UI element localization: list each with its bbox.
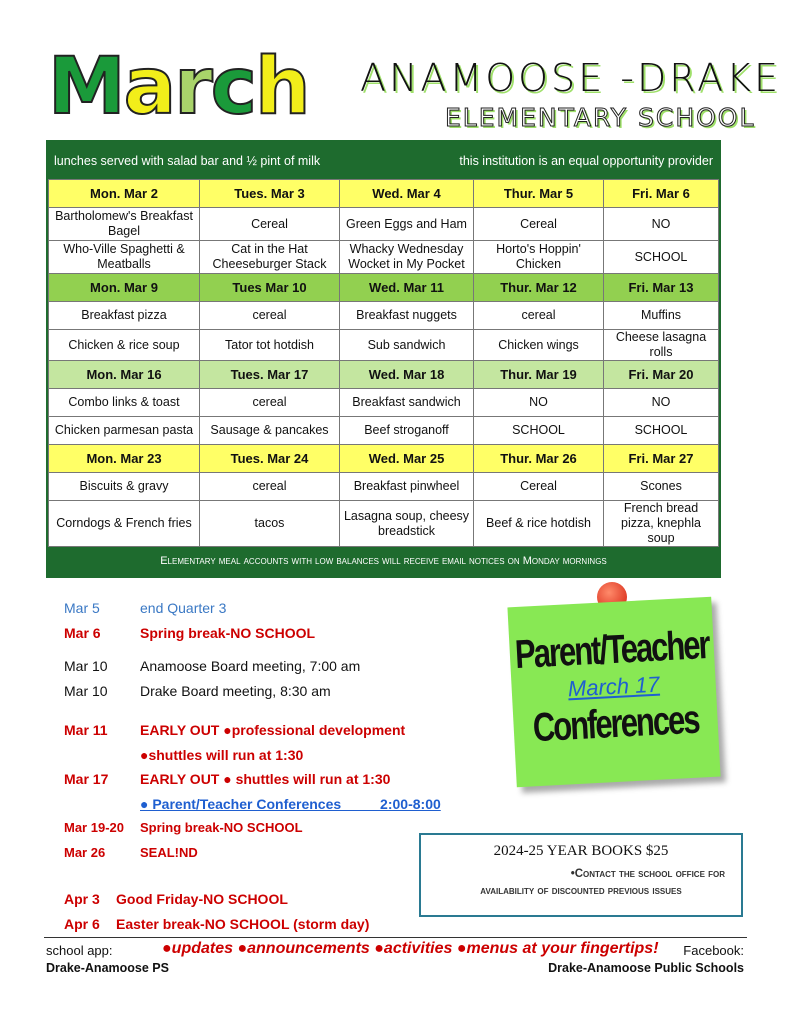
conference-link[interactable]: ● Parent/Teacher Conferences 2:00-8:00 bbox=[140, 796, 441, 812]
menu-item: tacos bbox=[200, 501, 340, 547]
day-header: Wed. Mar 25 bbox=[340, 445, 474, 473]
event-item bbox=[64, 747, 303, 763]
event-text: Drake Board meeting, 8:30 am bbox=[140, 683, 331, 699]
day-header: Thur. Mar 26 bbox=[474, 445, 604, 473]
day-header: Tues Mar 10 bbox=[200, 274, 340, 302]
app-label: school app: bbox=[46, 943, 113, 958]
event-text: EARLY OUT ● shuttles will run at 1:30 bbox=[140, 771, 391, 787]
yearbook-line1: •Contact the school office for bbox=[570, 868, 725, 880]
event-text: EARLY OUT ●professional development bbox=[140, 722, 406, 738]
menu-item: cereal bbox=[200, 302, 340, 330]
menu-item: Cereal bbox=[474, 208, 604, 241]
event-item bbox=[64, 658, 360, 674]
event-item bbox=[64, 600, 226, 616]
menu-item: cereal bbox=[474, 302, 604, 330]
day-header: Mon. Mar 9 bbox=[49, 274, 200, 302]
divider bbox=[44, 937, 747, 938]
day-header-row bbox=[49, 361, 719, 389]
menu-topbar bbox=[48, 142, 719, 179]
menu-item: Chicken parmesan pasta bbox=[49, 417, 200, 445]
menu-item: NO bbox=[604, 389, 719, 417]
day-header: Tues. Mar 3 bbox=[200, 180, 340, 208]
event-date bbox=[64, 796, 140, 812]
lunch-row bbox=[49, 501, 719, 547]
event-text: Spring break-NO SCHOOL bbox=[140, 820, 303, 835]
note-line1: Parent/Teacher bbox=[513, 621, 710, 678]
menu-item: Breakfast pinwheel bbox=[340, 473, 474, 501]
event-date bbox=[64, 747, 140, 763]
menu-footer: Elementary meal accounts with low balances will receive email notices on Monday mornings bbox=[48, 547, 719, 576]
menu-item: Cat in the Hat Cheeseburger Stack bbox=[200, 241, 340, 274]
event-date: Mar 10 bbox=[64, 683, 108, 699]
event-item bbox=[64, 796, 441, 812]
event-date: Mar 17 bbox=[64, 771, 109, 787]
menu-item: Lasagna soup, cheesy breadstick bbox=[340, 501, 474, 547]
menu-item: Breakfast nuggets bbox=[340, 302, 474, 330]
lunch-row bbox=[49, 330, 719, 361]
menu-item: Cereal bbox=[200, 208, 340, 241]
event-date: Apr 6 bbox=[64, 916, 100, 932]
event-text: Anamoose Board meeting, 7:00 am bbox=[140, 658, 361, 674]
event-date: Apr 3 bbox=[64, 891, 100, 907]
app-tagline: ●updates ●announcements ●activities ●menus at your fingertips! bbox=[162, 940, 659, 957]
day-header: Mon. Mar 2 bbox=[49, 180, 200, 208]
event-date: Mar 26 bbox=[64, 845, 106, 860]
yearbook-title: 2024-25 YEAR BOOKS $25 bbox=[493, 843, 669, 859]
day-header: Wed. Mar 11 bbox=[340, 274, 474, 302]
menu-item: Beef stroganoff bbox=[340, 417, 474, 445]
breakfast-row bbox=[49, 302, 719, 330]
menu-item: Cheese lasagna rolls bbox=[604, 330, 719, 361]
event-text: Good Friday-NO SCHOOL bbox=[116, 891, 288, 907]
day-header: Fri. Mar 6 bbox=[604, 180, 719, 208]
lunch-row bbox=[49, 417, 719, 445]
event-item bbox=[64, 820, 303, 835]
day-header: Thur. Mar 12 bbox=[474, 274, 604, 302]
breakfast-row bbox=[49, 473, 719, 501]
milk-note: lunches served with salad bar and ½ pint of milk bbox=[54, 153, 321, 168]
event-text: end Quarter 3 bbox=[140, 600, 227, 616]
day-header: Tues. Mar 24 bbox=[200, 445, 340, 473]
event-item bbox=[64, 916, 369, 932]
menu-item: SCHOOL bbox=[474, 417, 604, 445]
note-line3: Conferences bbox=[531, 696, 700, 751]
yearbook-line2: availability of discounted previous issues bbox=[480, 885, 682, 897]
menu-item: Sub sandwich bbox=[340, 330, 474, 361]
yearbook-box bbox=[419, 833, 743, 917]
menu-item: SCHOOL bbox=[604, 417, 719, 445]
menu-item: Muffins bbox=[604, 302, 719, 330]
event-item bbox=[64, 722, 405, 738]
facebook-label: Facebook: bbox=[683, 943, 744, 958]
menu-item: Horto's Hoppin' Chicken bbox=[474, 241, 604, 274]
menu-item: SCHOOL bbox=[604, 241, 719, 274]
menu-item: cereal bbox=[200, 473, 340, 501]
march-logo: March bbox=[48, 42, 309, 132]
menu-item: Sausage & pancakes bbox=[200, 417, 340, 445]
day-header-row bbox=[49, 445, 719, 473]
menu-item: Scones bbox=[604, 473, 719, 501]
day-header: Fri. Mar 20 bbox=[604, 361, 719, 389]
menu-item: Cereal bbox=[474, 473, 604, 501]
event-item bbox=[64, 683, 331, 699]
menu-item: Beef & rice hotdish bbox=[474, 501, 604, 547]
menu-item: Chicken & rice soup bbox=[49, 330, 200, 361]
menu-item: Tator tot hotdish bbox=[200, 330, 340, 361]
day-header-row bbox=[49, 180, 719, 208]
note-line2: March 17 bbox=[567, 671, 661, 702]
menu-item: Biscuits & gravy bbox=[49, 473, 200, 501]
menu-item: French bread pizza, knephla soup bbox=[604, 501, 719, 547]
breakfast-row bbox=[49, 389, 719, 417]
menu-item: Combo links & toast bbox=[49, 389, 200, 417]
lunch-row bbox=[49, 241, 719, 274]
day-header: Fri. Mar 13 bbox=[604, 274, 719, 302]
day-header: Mon. Mar 23 bbox=[49, 445, 200, 473]
event-text: Spring break-NO SCHOOL bbox=[140, 625, 316, 641]
menu-item: Breakfast pizza bbox=[49, 302, 200, 330]
event-date: Mar 5 bbox=[64, 600, 100, 616]
menu-item: Bartholomew's Breakfast Bagel bbox=[49, 208, 200, 241]
menu-item: Breakfast sandwich bbox=[340, 389, 474, 417]
equal-opportunity-note: this institution is an equal opportunity provider bbox=[459, 153, 713, 168]
menu-item: Who-Ville Spaghetti & Meatballs bbox=[49, 241, 200, 274]
day-header: Mon. Mar 16 bbox=[49, 361, 200, 389]
lunch-menu bbox=[46, 140, 721, 578]
event-text: SEAL!ND bbox=[140, 845, 198, 860]
day-header: Thur. Mar 19 bbox=[474, 361, 604, 389]
event-date: Mar 19-20 bbox=[64, 820, 124, 835]
day-header: Tues. Mar 17 bbox=[200, 361, 340, 389]
event-date: Mar 10 bbox=[64, 658, 108, 674]
day-header: Thur. Mar 5 bbox=[474, 180, 604, 208]
app-name[interactable]: Drake-Anamoose PS bbox=[46, 961, 169, 975]
event-text: Easter break-NO SCHOOL (storm day) bbox=[116, 916, 370, 932]
event-date: Mar 6 bbox=[64, 625, 101, 641]
event-item bbox=[64, 625, 315, 641]
menu-item: Corndogs & French fries bbox=[49, 501, 200, 547]
day-header: Fri. Mar 27 bbox=[604, 445, 719, 473]
day-header: Wed. Mar 4 bbox=[340, 180, 474, 208]
menu-item: Whacky Wednesday Wocket in My Pocket bbox=[340, 241, 474, 274]
day-header-row bbox=[49, 274, 719, 302]
event-date: Mar 11 bbox=[64, 722, 108, 738]
event-item bbox=[64, 771, 390, 787]
breakfast-row bbox=[49, 208, 719, 241]
day-header: Wed. Mar 18 bbox=[340, 361, 474, 389]
conference-sticky-note bbox=[507, 597, 720, 787]
menu-item: Chicken wings bbox=[474, 330, 604, 361]
menu-table bbox=[48, 179, 719, 547]
menu-item: NO bbox=[604, 208, 719, 241]
menu-item: NO bbox=[474, 389, 604, 417]
event-item bbox=[64, 891, 288, 907]
event-text: ●shuttles will run at 1:30 bbox=[140, 747, 304, 763]
menu-item: Green Eggs and Ham bbox=[340, 208, 474, 241]
event-item bbox=[64, 845, 198, 860]
facebook-name[interactable]: Drake-Anamoose Public Schools bbox=[548, 961, 744, 975]
school-name: ANAMOOSE -DRAKE bbox=[360, 56, 781, 100]
school-subtitle: ELEMENTARY SCHOOL bbox=[445, 103, 756, 132]
menu-item: cereal bbox=[200, 389, 340, 417]
